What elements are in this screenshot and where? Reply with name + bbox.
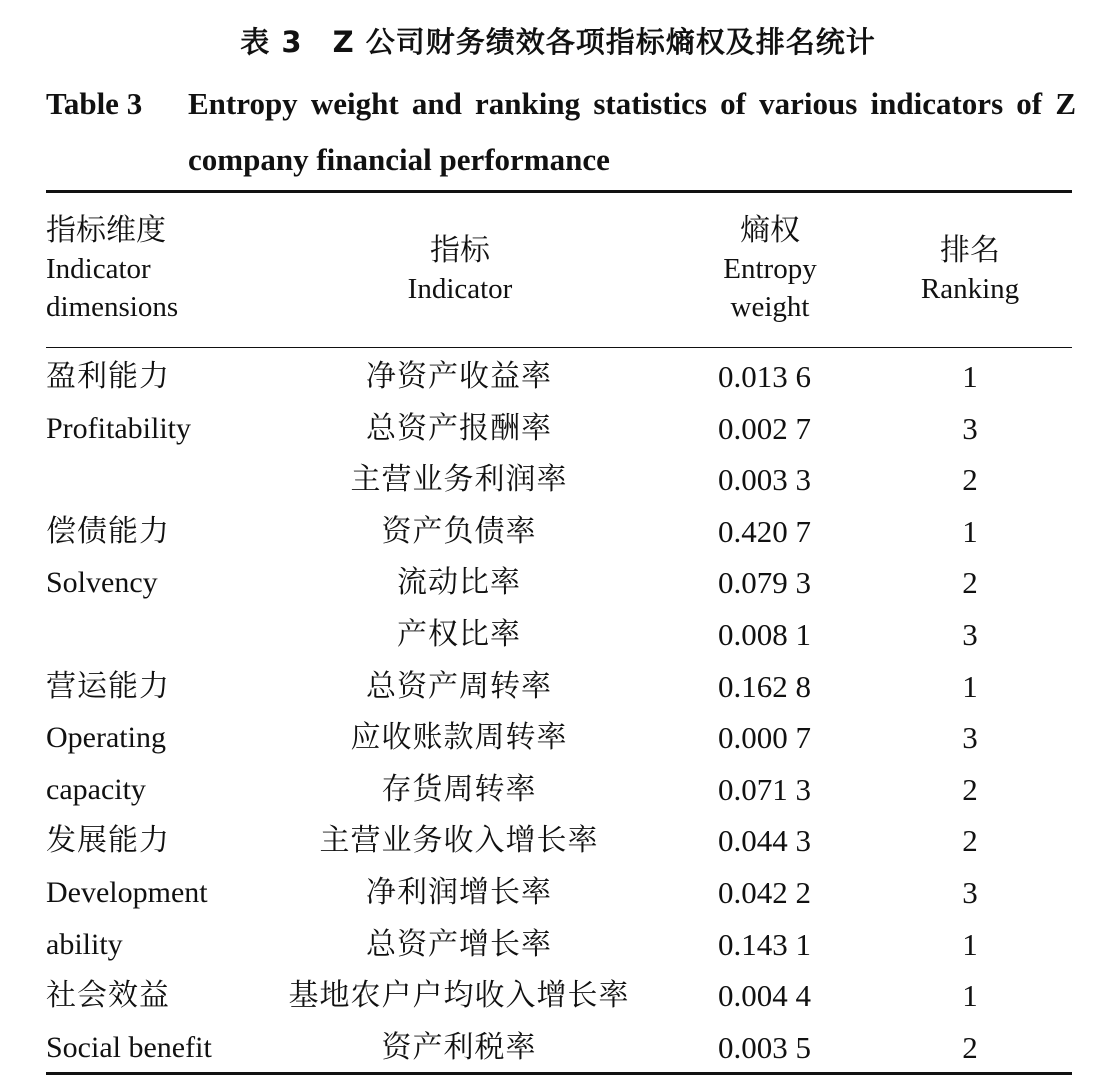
cell-entropy-weight: 0.071 3 (718, 771, 811, 807)
cell-ranking: 2 (962, 823, 978, 859)
header-dimension-en-2: dimensions (46, 291, 179, 323)
table-row (46, 557, 1072, 609)
header-indicator-cn: 指标 (430, 233, 490, 268)
cell-indicator: 总资产报酬率 (366, 410, 552, 446)
table-title-cn (0, 20, 1116, 64)
cell-indicator: 应收账款周转率 (350, 720, 568, 756)
cell-ranking: 3 (962, 410, 978, 446)
table-row (46, 454, 1072, 506)
table-row (46, 712, 1072, 764)
cell-ranking: 1 (962, 513, 978, 549)
header-ranking-cn: 排名 (940, 233, 1000, 268)
cell-indicator: 资产利税率 (381, 1029, 537, 1065)
table-top-rule (46, 190, 1072, 193)
cell-indicator: 净资产收益率 (366, 359, 552, 394)
cell-entropy-weight: 0.162 8 (718, 668, 811, 704)
table-number-cn: 表 3 (240, 25, 303, 59)
header-dimension-cn: 指标维度 (46, 213, 166, 248)
cell-ranking: 2 (962, 1029, 978, 1065)
table-row (46, 815, 1072, 867)
cell-entropy-weight: 0.044 3 (718, 823, 811, 859)
table-row (46, 506, 1072, 558)
cell-entropy-weight: 0.042 2 (718, 874, 811, 910)
table-row (46, 919, 1072, 971)
header-entropy-cn: 熵权 (740, 213, 800, 248)
table-body (46, 351, 1072, 1073)
table-title-en-text: Entropy weight and ranking statistics of various indicators of Z company financial performance (188, 86, 1076, 177)
cell-ranking: 1 (962, 978, 978, 1014)
header-ranking-en: Ranking (920, 273, 1020, 305)
cell-indicator: 基地农户户均收入增长率 (288, 978, 630, 1014)
cell-indicator: 流动比率 (397, 565, 521, 601)
cell-entropy-weight: 0.420 7 (718, 513, 811, 549)
header-indicator-en: Indicator (407, 273, 513, 305)
cell-indicator: 净利润增长率 (366, 874, 552, 910)
cell-dimension: capacity (46, 772, 146, 806)
table-row (46, 970, 1072, 1022)
table-row (46, 351, 1072, 403)
cell-dimension: 营运能力 (46, 668, 170, 704)
table-title-cn-text: Z 公司财务绩效各项指标熵权及排名统计 (332, 25, 876, 59)
cell-indicator: 存货周转率 (381, 771, 537, 807)
cell-indicator: 总资产周转率 (366, 668, 552, 704)
cell-ranking: 1 (962, 668, 978, 704)
table-header-rule (46, 347, 1072, 348)
cell-ranking: 1 (962, 359, 978, 394)
cell-entropy-weight: 0.079 3 (718, 565, 811, 601)
cell-dimension: Solvency (46, 566, 158, 600)
header-dimension (46, 212, 276, 326)
cell-dimension: 偿债能力 (46, 513, 170, 549)
table-number-en: Table 3 (46, 86, 143, 121)
table-row (46, 609, 1072, 661)
header-entropy-en-2: weight (730, 291, 810, 323)
header-entropy-en-1: Entropy (723, 253, 817, 285)
table-row (46, 867, 1072, 919)
cell-ranking: 1 (962, 926, 978, 962)
cell-ranking: 2 (962, 565, 978, 601)
header-dimension-en-1: Indicator (46, 253, 151, 285)
table-row (46, 1022, 1072, 1074)
cell-entropy-weight: 0.004 4 (718, 978, 811, 1014)
cell-entropy-weight: 0.003 5 (718, 1029, 811, 1065)
cell-ranking: 3 (962, 616, 978, 652)
table-bottom-rule (46, 1072, 1072, 1075)
table-row (46, 661, 1072, 713)
cell-dimension: Social benefit (46, 1030, 212, 1064)
header-entropy-weight (690, 212, 850, 326)
cell-indicator: 主营业务利润率 (350, 462, 568, 498)
cell-ranking: 2 (962, 462, 978, 498)
cell-dimension: 盈利能力 (46, 359, 170, 394)
cell-entropy-weight: 0.143 1 (718, 926, 811, 962)
table-title-en (46, 76, 1076, 188)
cell-dimension: 社会效益 (46, 978, 170, 1014)
cell-entropy-weight: 0.008 1 (718, 616, 811, 652)
cell-indicator: 资产负债率 (381, 513, 537, 549)
cell-dimension (46, 454, 306, 506)
cell-indicator: 总资产增长率 (366, 926, 552, 962)
header-ranking (890, 232, 1050, 308)
cell-entropy-weight: 0.002 7 (718, 410, 811, 446)
cell-ranking: 2 (962, 771, 978, 807)
cell-dimension: Operating (46, 721, 166, 755)
cell-dimension: 发展能力 (46, 823, 170, 859)
cell-dimension: Development (46, 875, 208, 909)
cell-entropy-weight: 0.000 7 (718, 720, 811, 756)
cell-indicator: 产权比率 (397, 616, 521, 652)
cell-dimension: ability (46, 927, 123, 961)
cell-entropy-weight: 0.003 3 (718, 462, 811, 498)
cell-ranking: 3 (962, 720, 978, 756)
table-row (46, 403, 1072, 455)
table-row (46, 764, 1072, 816)
cell-dimension: Profitability (46, 411, 191, 445)
cell-entropy-weight: 0.013 6 (718, 359, 811, 394)
cell-indicator: 主营业务收入增长率 (319, 823, 599, 859)
cell-ranking: 3 (962, 874, 978, 910)
cell-dimension (46, 609, 306, 661)
header-indicator (310, 232, 610, 308)
